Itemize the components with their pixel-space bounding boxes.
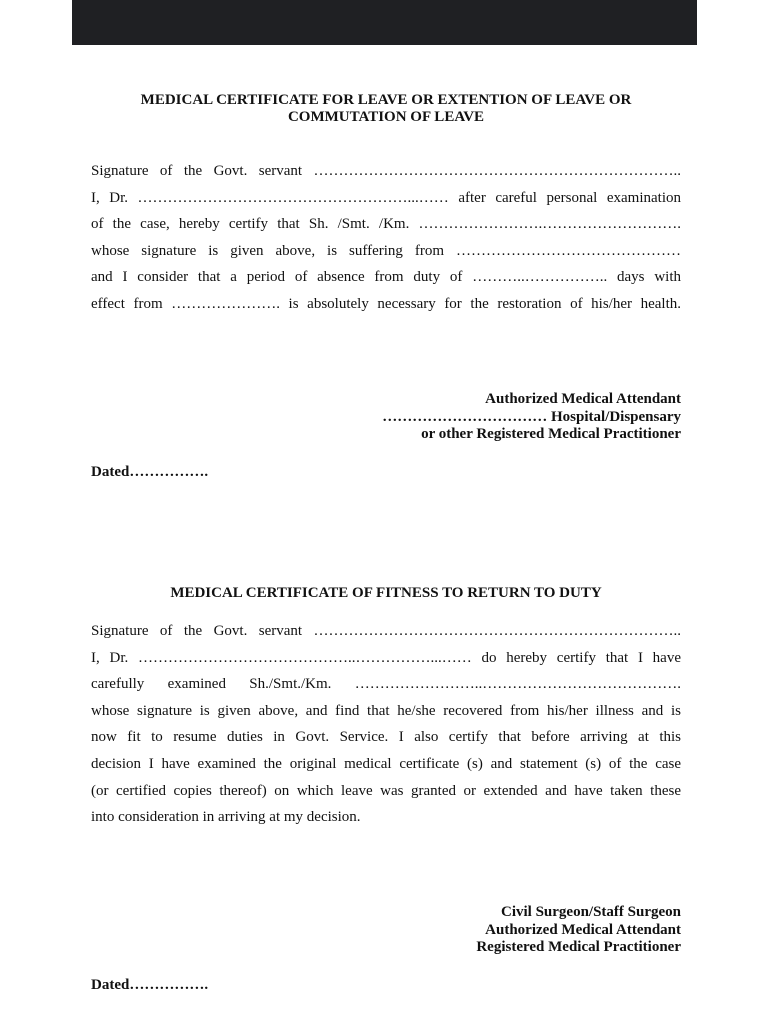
leave-certificate-body [91,158,681,317]
fitness-body-line: into consideration in arriving at my decision. [91,809,361,826]
top-header-bar [72,0,697,45]
fitness-body-line: Signature of the Govt. servant ……………………………………………………………….. [91,623,681,639]
fitness-signatory-block [476,904,681,957]
leave-signatory-line: Authorized Medical Attendant [485,391,681,407]
leave-certificate-title [91,92,681,126]
fitness-body-line: I, Dr. ……………………………………..……………...…… do hereby certify that I have [91,649,681,666]
fitness-body-line: (or certified copies thereof) on which leave was granted or extended and have taken these [91,782,681,799]
fitness-signatory-line: Authorized Medical Attendant [485,921,681,938]
leave-body-line: Signature of the Govt. servant ……………………………………………………………….. [91,163,681,179]
leave-body-line: effect from …………………. is absolutely necessary for the restoration of his/her health. [91,295,681,312]
fitness-body-line: decision I have examined the original medical certificate (s) and statement (s) of the case [91,755,681,772]
fitness-dated-field: Dated……………. [91,977,209,993]
fitness-certificate-title: MEDICAL CERTIFICATE OF FITNESS TO RETURN TO DUTY [170,585,602,601]
leave-certificate-title-line-1: MEDICAL CERTIFICATE FOR LEAVE OR EXTENTION OF LEAVE OR [140,92,632,108]
leave-certificate-title-line-2: COMMUTATION OF LEAVE [287,109,485,125]
leave-body-line: whose signature is given above, is suffering from ……………………………………… [91,242,681,259]
leave-signatory-line: …………………………… Hospital/Dispensary [382,408,681,425]
fitness-certificate-body [91,618,681,831]
leave-dated-field: Dated……………. [91,464,209,480]
leave-body-line: and I consider that a period of absence from duty of ………..…………….. days with [91,269,681,285]
leave-signatory-line: or other Registered Medical Practitioner [421,426,681,442]
leave-signatory-block [382,391,681,444]
fitness-body-line: now fit to resume duties in Govt. Service. I also certify that before arriving at this [91,729,681,746]
fitness-signatory-line: Civil Surgeon/Staff Surgeon [500,904,681,920]
fitness-body-line: carefully examined Sh./Smt./Km. ……………………..…………………………………. [91,676,681,693]
fitness-signatory-line: Registered Medical Practitioner [476,939,681,955]
fitness-body-line: whose signature is given above, and find that he/she recovered from his/her illness and is [91,702,681,719]
leave-body-line: of the case, hereby certify that Sh. /Smt. /Km. …………………….………………………. [91,216,681,232]
leave-body-line: I, Dr. ………………………………………………...…… after careful personal examination [91,189,681,206]
